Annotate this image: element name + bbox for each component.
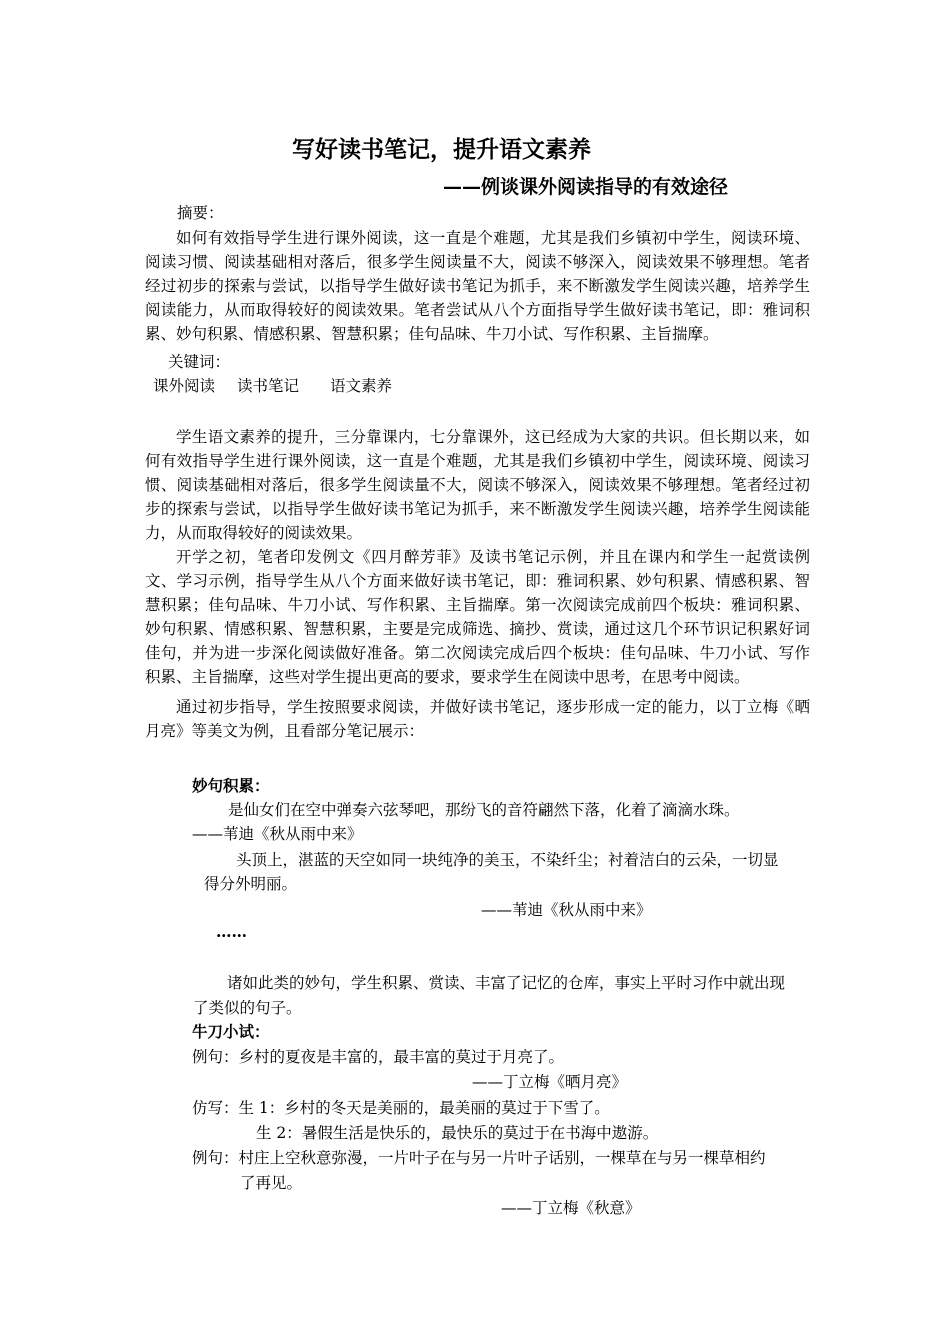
keyword: 读书笔记	[237, 377, 300, 395]
abstract-label: 摘要：	[177, 204, 224, 222]
keywords-label: 关键词：	[168, 353, 231, 371]
quote-source: ——苇迪《秋从雨中来》	[481, 901, 652, 919]
body-paragraph: 学生语文素养的提升，三分靠课内，七分靠课外，这已经成为大家的共识。但长期以来，如何有效指导学生进行课外阅读，这一直是个难题，尤其是我们乡镇初中学生，阅读环境、阅读习惯、阅读基础相对落后，很多学生阅读量不大，阅读不够深入，阅读效果不够理想。笔者经过初步的探索与尝试，以指导学生做好读书笔记为抓手，来不断激发学生阅读兴趣，培养学生阅读能力，从而取得较好的阅读效果。	[145, 428, 810, 542]
section-heading: 牛刀小试：	[192, 1022, 270, 1041]
keyword: 课外阅读	[153, 377, 216, 395]
keyword: 语文素养	[330, 377, 393, 395]
quote-line: 头顶上，湛蓝的天空如同一块纯净的美玉，不染纤尘；衬着洁白的云朵，一切显	[236, 851, 779, 869]
quote-line: 是仙女们在空中弹奏六弦琴吧，那纷飞的音符翩然下落，化着了滴滴水珠。	[228, 801, 740, 819]
example-sentence: 例句：村庄上空秋意弥漫，一片叶子在与另一片叶子话别，一棵草在与另一棵草相约	[192, 1149, 766, 1167]
summary-line: 了类似的句子。	[193, 999, 302, 1017]
imitation-sentence: 仿写：生 1：乡村的冬天是美丽的，最美丽的莫过于下雪了。	[192, 1099, 610, 1117]
example-source: ——丁立梅《秋意》	[501, 1199, 641, 1217]
ellipsis: ……	[216, 922, 247, 941]
body-paragraph: 开学之初，笔者印发例文《四月醉芳菲》及读书笔记示例，并且在课内和学生一起赏读例文、学习示例，指导学生从八个方面来做好读书笔记，即：雅词积累、妙句积累、情感积累、智慧积累；佳句品味、牛刀小试、写作积累、主旨揣摩。第一次阅读完成前四个板块：雅词积累、妙句积累、情感积累、智慧积累，主要是完成筛选、摘抄、赏读，通过这几个环节识记积累好词佳句，并为进一步深化阅读做好准备。第二次阅读完成后四个板块：佳句品味、牛刀小试、写作积累、主旨揣摩，这些对学生提出更高的要求，要求学生在阅读中思考，在思考中阅读。	[145, 548, 810, 686]
document-title: 写好读书笔记，提升语文素养	[292, 136, 591, 163]
quote-source: ——苇迪《秋从雨中来》	[192, 825, 363, 843]
section-heading: 妙句积累：	[192, 776, 270, 795]
example-source: ——丁立梅《晒月亮》	[472, 1073, 628, 1091]
quote-line: 得分外明丽。	[204, 875, 298, 893]
document-subtitle: ——例谈课外阅读指导的有效途径	[443, 176, 729, 198]
example-sentence: 例句：乡村的夏夜是丰富的，最丰富的莫过于月亮了。	[192, 1048, 565, 1066]
imitation-sentence: 生 2：暑假生活是快乐的，最快乐的莫过于在书海中遨游。	[256, 1124, 659, 1142]
body-paragraph: 通过初步指导，学生按照要求阅读，并做好读书笔记，逐步形成一定的能力，以丁立梅《晒月亮》等美文为例，且看部分笔记展示：	[145, 698, 810, 740]
example-sentence: 了再见。	[240, 1174, 303, 1192]
summary-line: 诸如此类的妙句，学生积累、赏读、丰富了记忆的仓库，事实上平时习作中就出现	[227, 974, 786, 992]
abstract-text: 如何有效指导学生进行课外阅读，这一直是个难题，尤其是我们乡镇初中学生，阅读环境、阅读习惯、阅读基础相对落后，很多学生阅读量不大，阅读不够深入，阅读效果不够理想。笔者经过初步的探索与尝试，以指导学生做好读书笔记为抓手，来不断激发学生阅读兴趣，培养学生阅读能力，从而取得较好的阅读效果。笔者尝试从八个方面指导学生做好读书笔记，即：雅词积累、妙句积累、情感积累、智慧积累；佳句品味、牛刀小试、写作积累、主旨揣摩。	[145, 229, 810, 343]
